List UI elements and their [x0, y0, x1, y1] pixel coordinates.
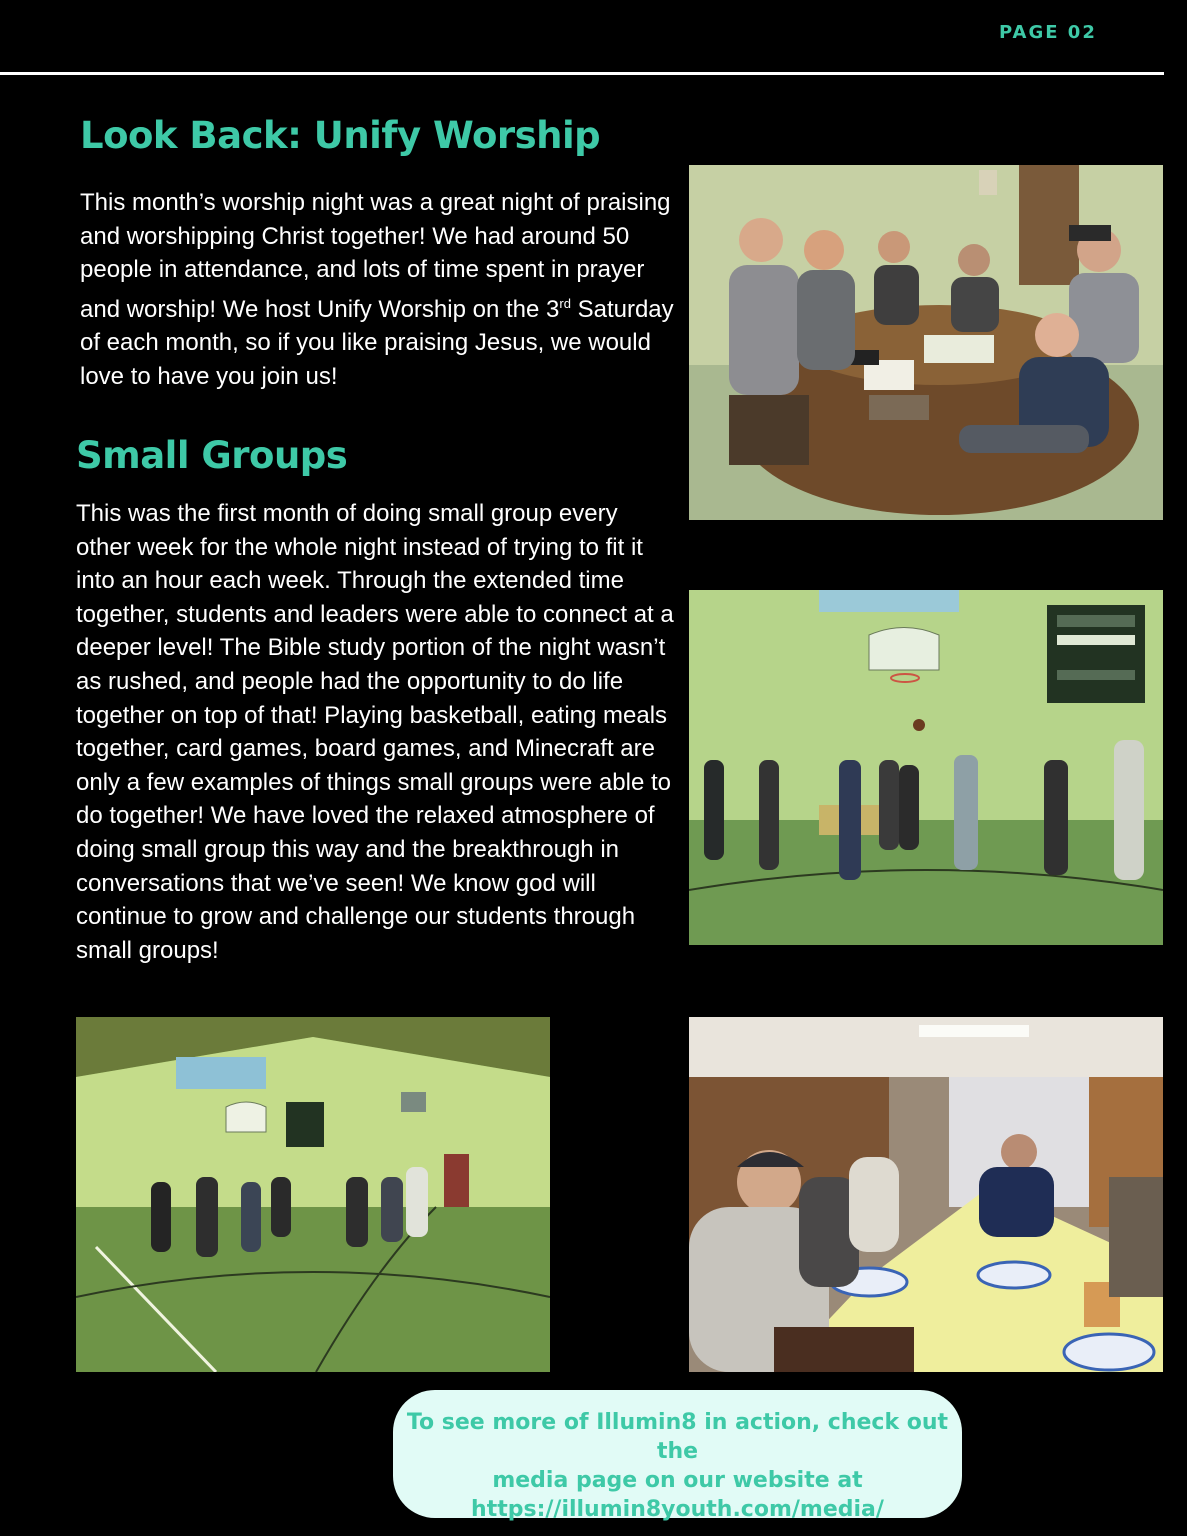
page-label: PAGE 02	[999, 22, 1097, 43]
small-groups-paragraph: This was the first month of doing small group every other week for the whole night instead of trying to fit it into an hour each week. Through the extended time together, students and leaders were able to connect at a deeper level! The Bible study portion of the night wasn’t as rushed, and people had the opportunity to do life together on top of that! Playing basketball, eating meals together, card games, board games, and Minecraft are only a few examples of things small groups were able to do together! We have loved the relaxed atmosphere of doing small group this way and the breakthrough in conversations that we’ve seen! We know god will continue to grow and challenge our students through small groups!	[76, 500, 674, 964]
small-groups-heading: Small Groups	[76, 434, 348, 477]
look-back-paragraph	[80, 186, 680, 394]
photo-gym-running	[76, 1017, 550, 1372]
callout-line-1: To see more of Illumin8 in action, check out the	[406, 1410, 949, 1464]
callout-line-2: media page on our website at	[492, 1468, 863, 1493]
look-back-text-part1: This month’s worship night was a great night of praising and worshipping Christ together! We had around 50 people in attendance, and lots of time spent in prayer and worship! We host Unify Worship on the 3	[80, 189, 671, 323]
look-back-text-part2: Saturday of each month, so if you like praising Jesus, we would love to have you join us!	[80, 295, 674, 390]
photo-gym-basketball	[689, 590, 1163, 945]
photo-students-table	[689, 165, 1163, 520]
header-rule	[0, 72, 1164, 75]
photo-meal-table	[689, 1017, 1163, 1372]
website-callout	[393, 1390, 962, 1522]
look-back-heading: Look Back: Unify Worship	[80, 114, 601, 157]
ordinal-suffix: rd	[559, 295, 571, 311]
website-link[interactable]: https://illumin8youth.com/media/	[471, 1497, 884, 1522]
